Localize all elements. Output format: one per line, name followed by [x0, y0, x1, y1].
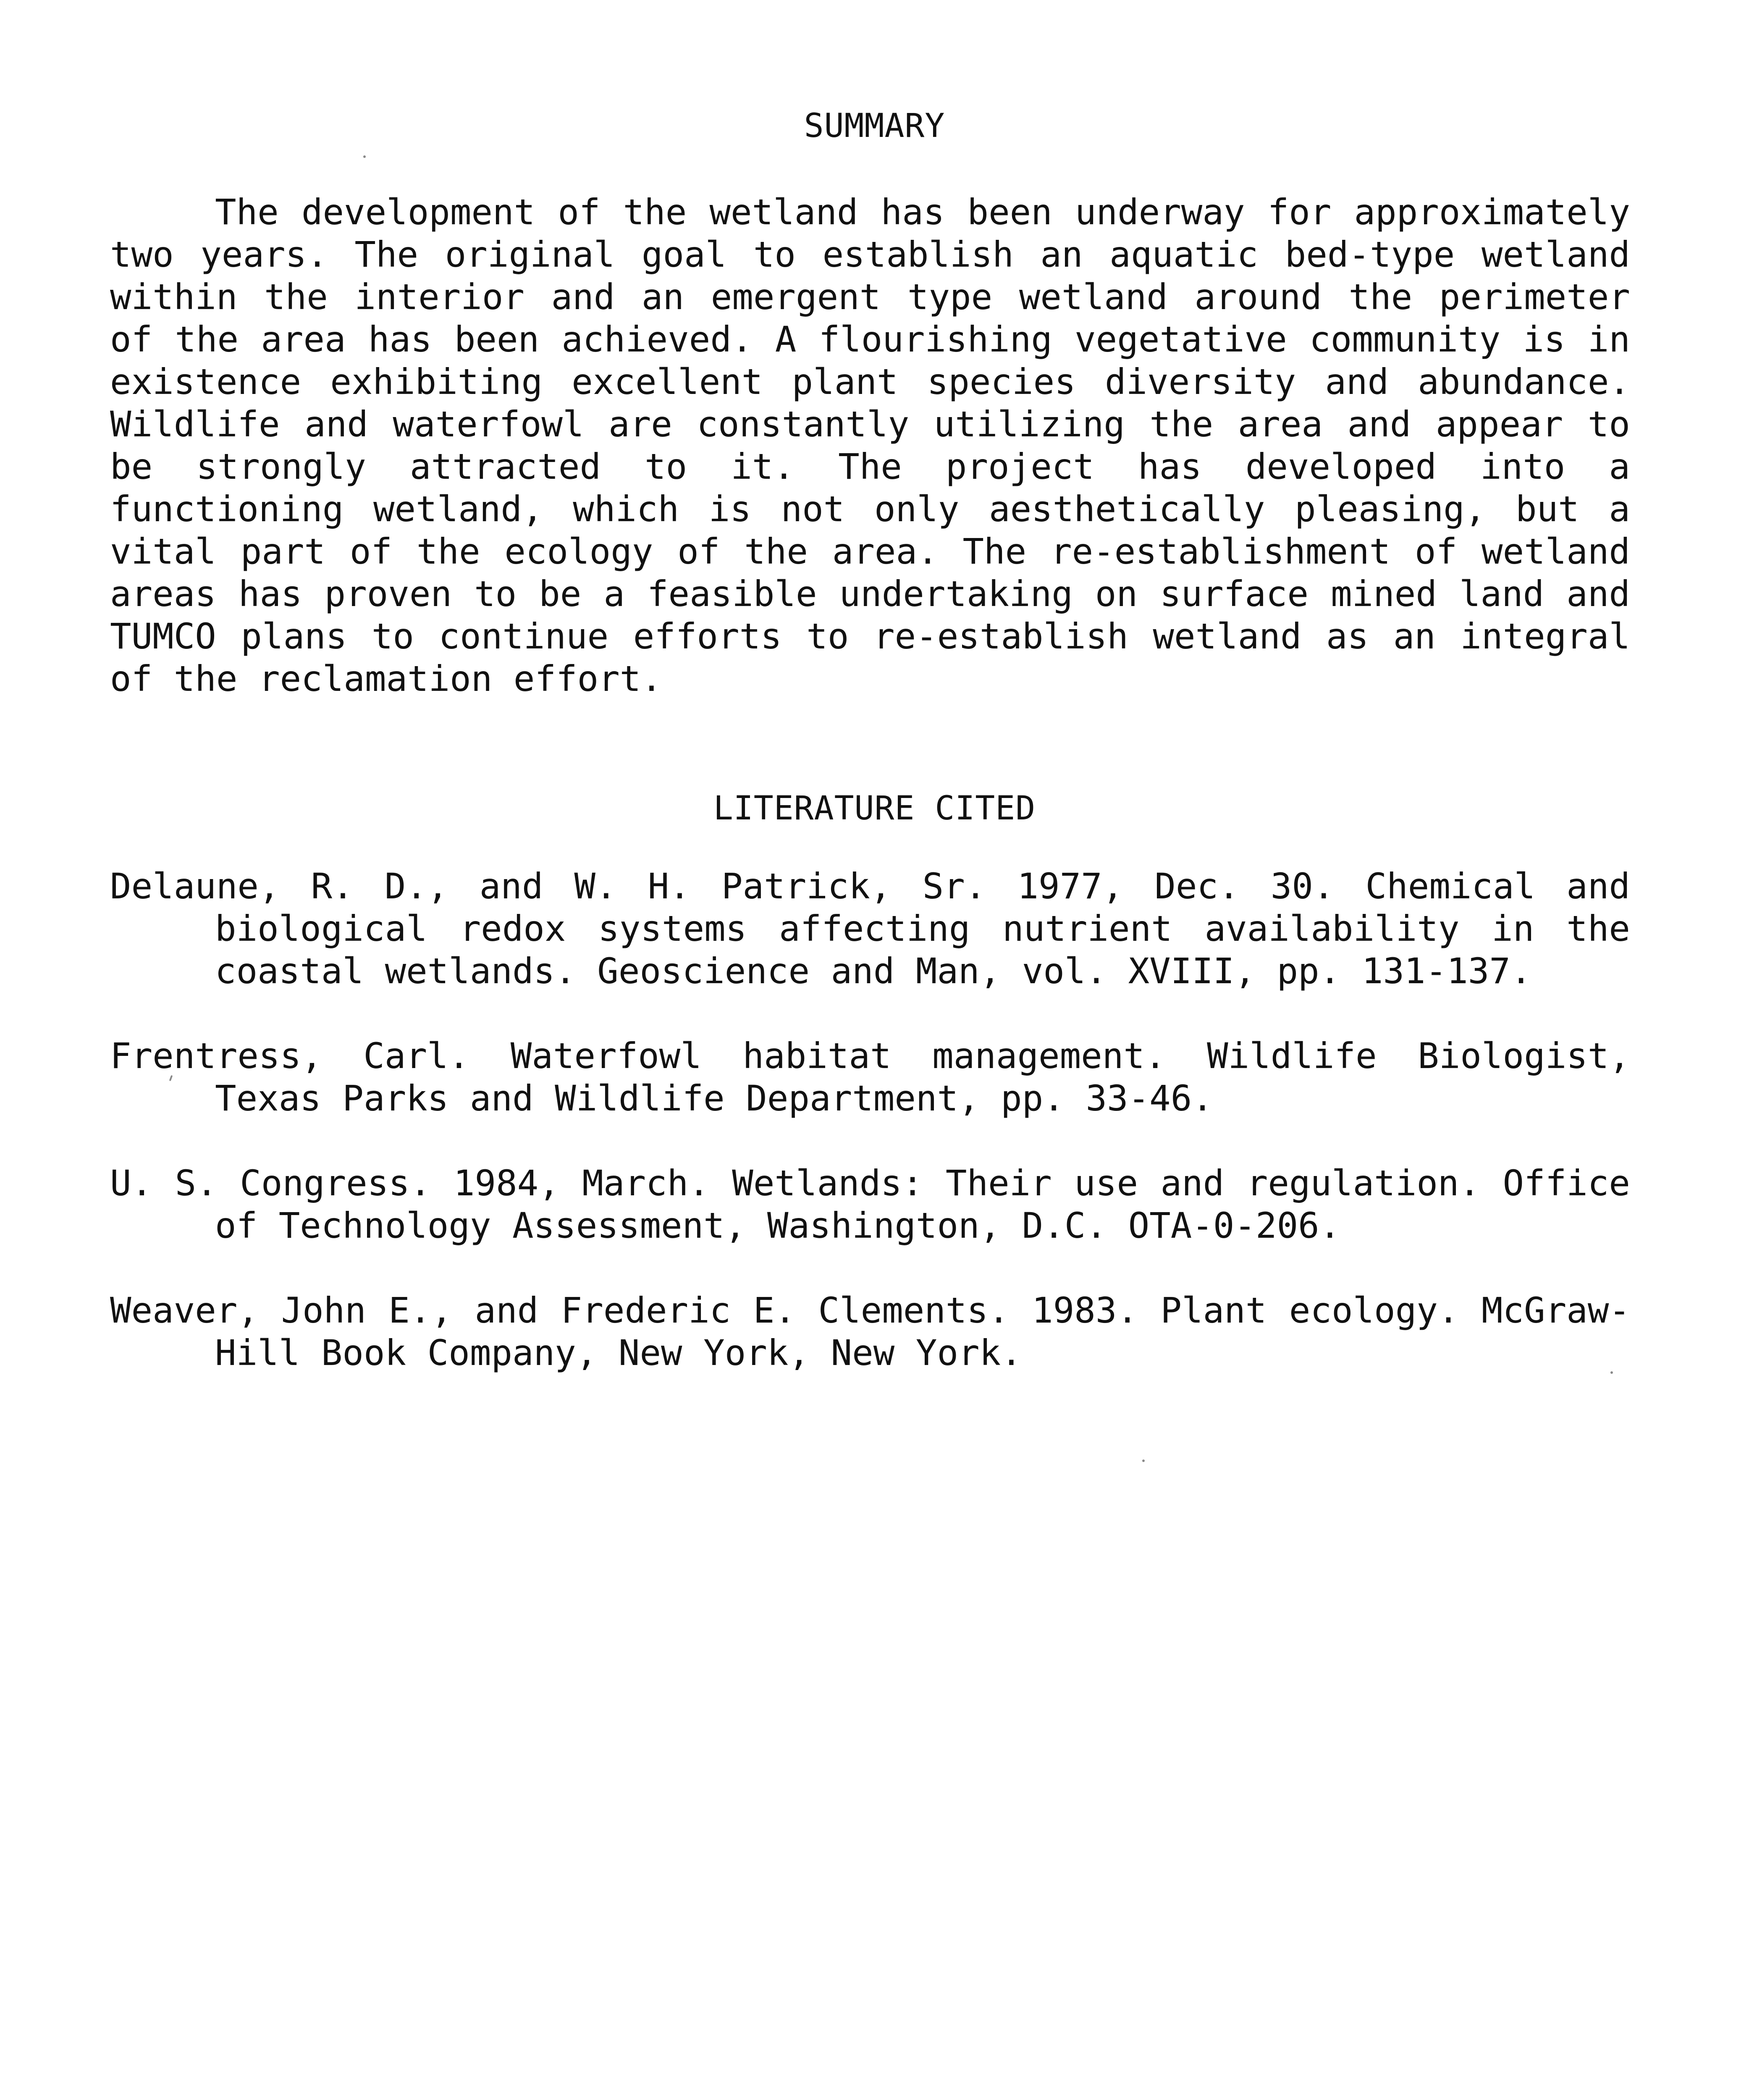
summary-heading: SUMMARY — [804, 107, 945, 145]
literature-cited-heading: LITERATURE CITED — [713, 790, 1036, 827]
reference-list — [110, 865, 1630, 1417]
scan-speck — [1142, 1460, 1145, 1462]
reference-entry-weaver: Weaver, John E., and Frederic E. Clements. 1983. Plant ecology. McGraw-Hill Book Company, New York, New York. — [110, 1290, 1630, 1373]
reference-entry-us-congress: U. S. Congress. 1984, March. Wetlands: Their use and regulation. Office of Technology Assessment, Washington, D.C. OTA-0-206. — [110, 1163, 1630, 1246]
summary-paragraph: The development of the wetland has been underway for approximately two years. The original goal to establish an aquatic bed-type wetland within the interior and an emergent type wetland around the perimeter of the area has been achieved. A flourishing vegetative community is in existence exhibiting excellent plant species diversity and abundance. Wildlife and waterfowl are constantly utilizing the area and appear to be strongly attracted to it. The project has developed into a functioning wetland, which is not only aesthetically pleasing, but a vital part of the ecology of the area. The re-establishment of wetland areas has proven to be a feasible undertaking on surface mined land and TUMCO plans to continue efforts to re-establish wetland as an integral of the reclamation effort. — [110, 192, 1630, 699]
reference-entry-frentress: Frentress, Carl. Waterfowl habitat management. Wildlife Biologist, Texas Parks and Wildlife Department, pp. 33-46. — [110, 1035, 1630, 1119]
reference-entry-delaune: Delaune, R. D., and W. H. Patrick, Sr. 1977, Dec. 30. Chemical and biological redox systems affecting nutrient availability in the coastal wetlands. Geoscience and Man, vol. XVIII, pp. 131-137. — [110, 866, 1630, 992]
scan-speck — [363, 155, 366, 158]
